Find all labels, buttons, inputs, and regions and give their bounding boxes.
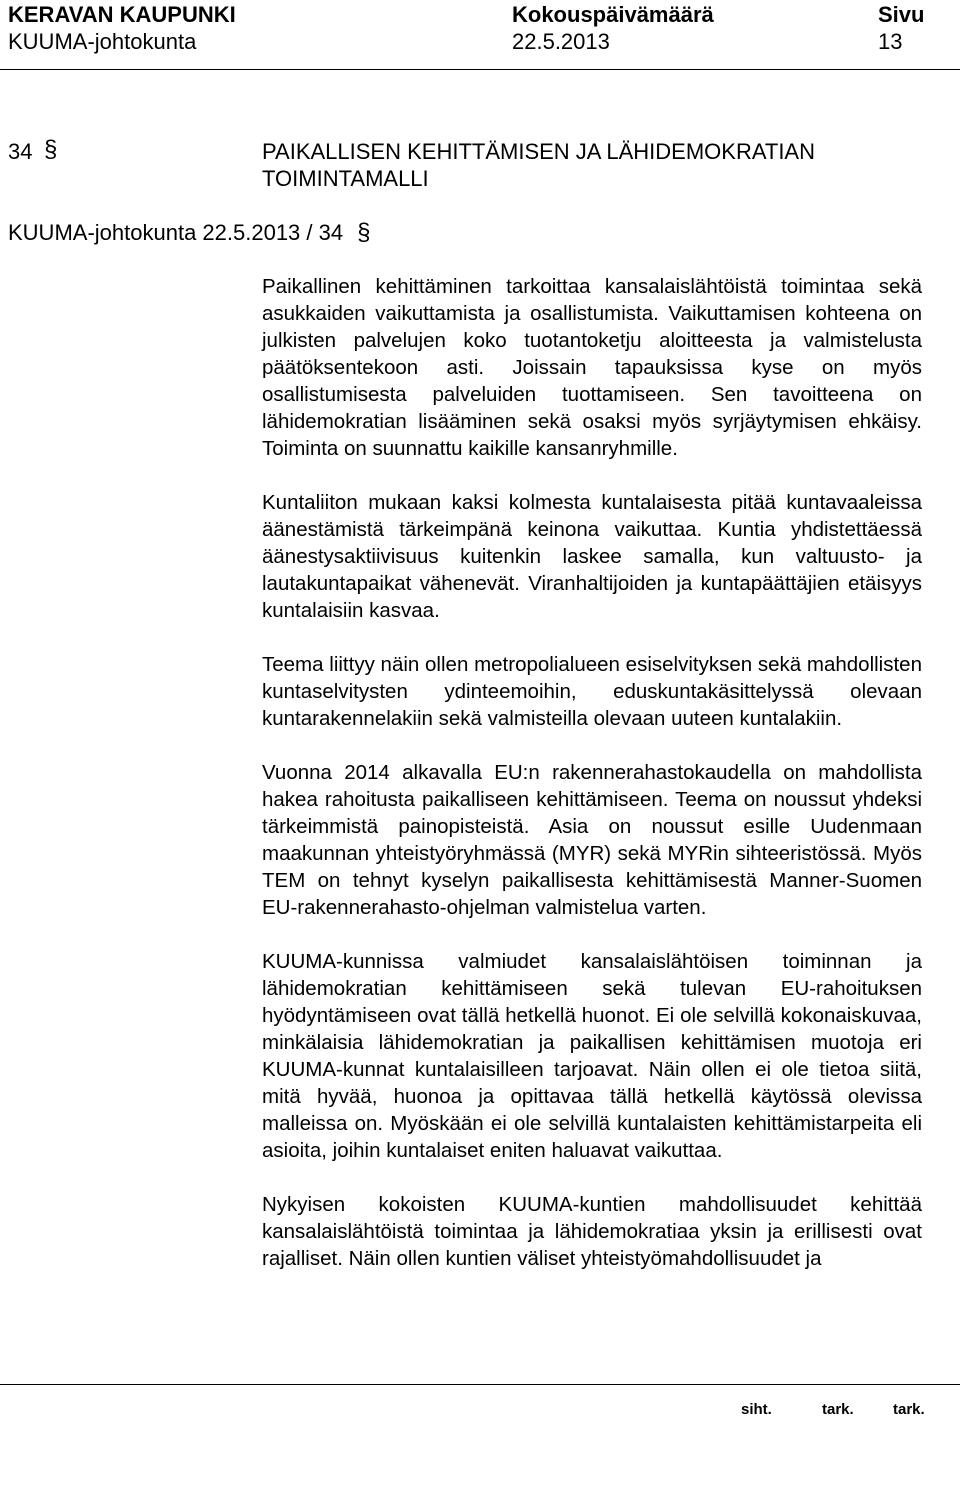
footer-mark-checker: tark.	[822, 1401, 854, 1418]
organization-name: KERAVAN KAUPUNKI	[8, 2, 236, 27]
header-divider	[0, 69, 960, 70]
body-name: KUUMA-johtokunta	[8, 29, 197, 54]
page-label: Sivu	[878, 2, 925, 27]
footer-mark-checker: tark.	[893, 1401, 925, 1418]
section-symbol-icon: §	[44, 136, 58, 163]
footer-mark-secretary: siht.	[741, 1401, 772, 1418]
meeting-date-label: Kokouspäivämäärä	[512, 2, 714, 27]
page-number: 13	[878, 29, 903, 54]
section-number-value: 34	[8, 139, 33, 164]
paragraph: Teema liittyy näin ollen metropolialueen esiselvityksen sekä mahdollisten kuntaselvitysten ydinteemoihin, eduskuntakäsittelyssä olevaan kuntarakennelakiin sekä valmisteilla olevaan uuteen kuntalakiin.	[262, 653, 922, 730]
paragraph: Kuntaliiton mukaan kaksi kolmesta kuntalaisesta pitää kuntavaaleissa äänestämistä tärkeimpänä keinona vaikuttaa. Kuntia yhdistettäessä äänestysaktiivisuus kuitenkin laskee samalla, kun valtuusto- ja lautakuntapaikat vähenevät. Viranhaltijoiden ja kuntapäättäjien etäisyys kuntalaisiin kasvaa.	[262, 491, 922, 622]
reference-text: KUUMA-johtokunta 22.5.2013 / 34	[8, 220, 344, 245]
paragraph: Vuonna 2014 alkavalla EU:n rakennerahastokaudella on mahdollista hakea rahoitusta paikalliseen kehittämiseen. Teema on noussut yhdeksi tärkeimmistä painopisteistä. Asia on noussut esille Uudenmaan maakunnan yhteistyöryhmässä (MYR) sekä MYRin sihteeristössä. Myös TEM on tehnyt kyselyn paikallisesta kehittämisestä Manner-Suomen EU-rakennerahasto-ohjelman valmistelua varten.	[262, 761, 922, 919]
page-header	[0, 0, 960, 66]
paragraph: KUUMA-kunnissa valmiudet kansalaislähtöisen toiminnan ja lähidemokratian kehittämiseen sekä tulevan EU-rahoituksen hyödyntämiseen ovat tällä hetkellä huonot. Ei ole selvillä kokonaiskuvaa, minkälaisia lähidemokratian ja paikallisen kehittämisen muotoja eri KUUMA-kunnat kuntalaisilleen tarjoavat. Näin ollen ei ole tietoa siitä, mitä hyvää, huonoa ja opittavaa tällä hetkellä käytössä olevissa malleissa on. Myöskään ei ole selvillä kuntalaisten kehittämistarpeita eli asioita, joihin kuntalaiset eniten haluavat vaikuttaa.	[262, 950, 922, 1162]
meeting-date: 22.5.2013	[512, 29, 610, 54]
section-symbol-icon: §	[357, 219, 371, 246]
document-body	[262, 273, 922, 1299]
footer-divider	[0, 1384, 960, 1385]
paragraph: Nykyisen kokoisten KUUMA-kuntien mahdollisuudet kehittää kansalaislähtöistä toimintaa ja lähidemokratiaa yksin ja erillisesti ovat rajalliset. Näin ollen kuntien väliset yhteistyömahdollisuudet ja	[262, 1193, 922, 1270]
section-reference	[8, 219, 370, 246]
paragraph: Paikallinen kehittäminen tarkoittaa kansalaislähtöistä toimintaa sekä asukkaiden vaikuttamista ja osallistumista. Vaikuttamisen kohteena on julkisten palvelujen koko tuotantoketju aloitteesta ja valmistelusta päätöksentekoon asti. Joissain tapauksissa kyse on myös osallistumisesta palveluiden tuottamiseen. Sen tavoitteena on lähidemokratian lisääminen sekä osaksi myös syrjäytymisen ehkäisy. Toiminta on suunnattu kaikille kansanryhmille.	[262, 275, 922, 460]
section-title: PAIKALLISEN KEHITTÄMISEN JA LÄHIDEMOKRATIAN TOIMINTAMALLI	[262, 139, 815, 191]
